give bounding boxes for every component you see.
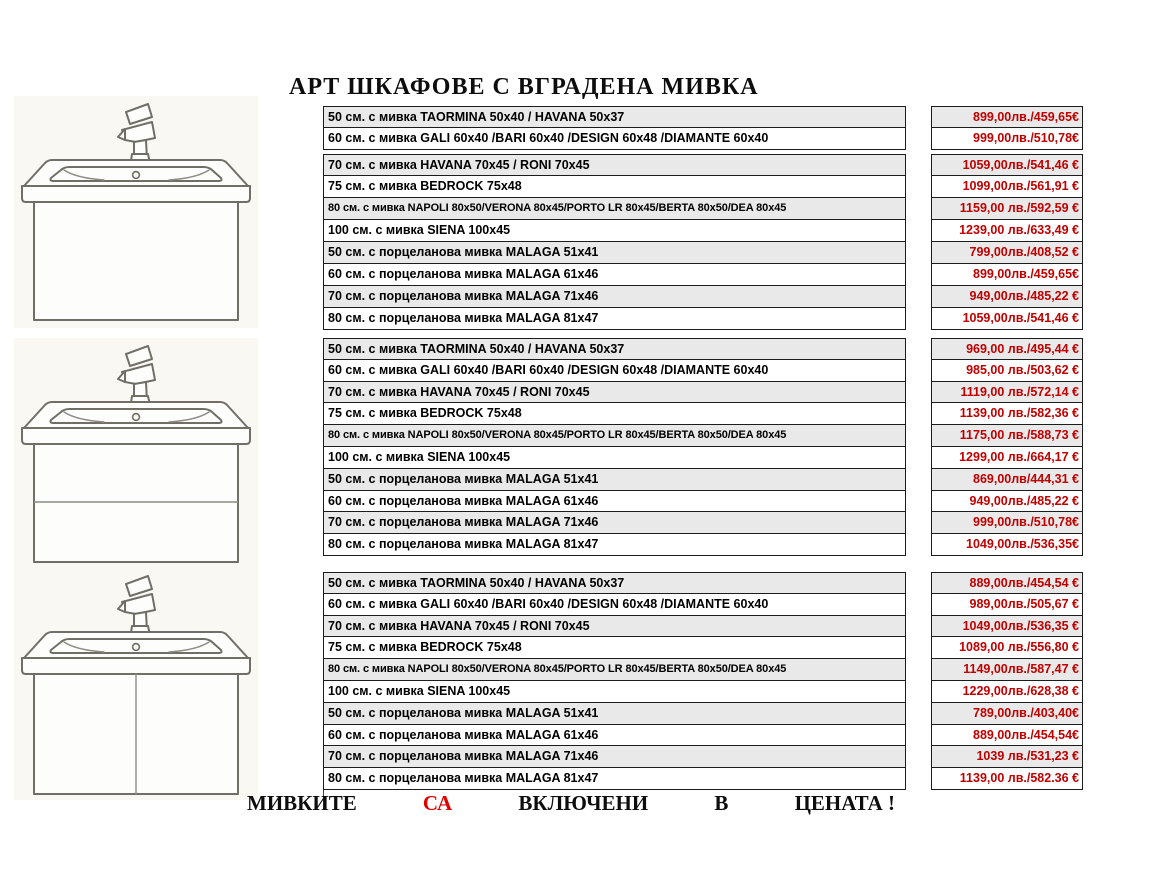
product-description-cell: 60 см. с мивка GALI 60x40 /BARI 60x40 /DESIGN 60x48 /DIAMANTE 60x40 (323, 128, 906, 150)
column-gap (906, 403, 931, 425)
column-gap (906, 469, 931, 491)
table-row (323, 512, 1083, 534)
table-row (323, 534, 1083, 556)
price-cell: 999,00лв./510,78€ (931, 512, 1083, 534)
price-cell: 899,00лв./459,65€ (931, 106, 1083, 128)
vanity-image-two-drawers (14, 338, 258, 570)
table-row (323, 403, 1083, 425)
product-description-cell: 80 см. с порцеланова мивка MALAGA 81x47 (323, 308, 906, 330)
column-gap (906, 659, 931, 681)
cabinet-two-drawers (34, 444, 238, 562)
price-cell: 1059,00лв./541,46 € (931, 154, 1083, 176)
column-gap (906, 572, 931, 594)
product-description-cell: 75 см. с мивка BEDROCK 75x48 (323, 176, 906, 198)
price-table-1 (323, 106, 1083, 330)
price-cell: 1039 лв./531,23 € (931, 746, 1083, 768)
price-cell: 1099,00лв./561,91 € (931, 176, 1083, 198)
table-row (323, 447, 1083, 469)
product-description-cell: 70 см. с мивка HAVANA 70x45 / RONI 70x45 (323, 154, 906, 176)
column-gap (906, 198, 931, 220)
product-description-cell: 80 см. с мивка NAPOLI 80x50/VERONA 80x45/PORTO LR 80x45/BERTA 80x50/DEA 80x45 (323, 659, 906, 681)
footer-word: МИВКИТЕ (247, 791, 357, 815)
product-description-cell: 70 см. с порцеланова мивка MALAGA 71x46 (323, 746, 906, 768)
column-gap (906, 681, 931, 703)
table-row (323, 308, 1083, 330)
table-row (323, 768, 1083, 790)
product-description-cell: 75 см. с мивка BEDROCK 75x48 (323, 637, 906, 659)
column-gap (906, 447, 931, 469)
product-description-cell: 80 см. с мивка NAPOLI 80x50/VERONA 80x45/PORTO LR 80x45/BERTA 80x50/DEA 80x45 (323, 198, 906, 220)
countertop-edge (22, 658, 250, 674)
column-gap (906, 106, 931, 128)
column-gap (906, 594, 931, 616)
footer-word-highlighted: СА (422, 791, 453, 815)
countertop-edge (22, 428, 250, 444)
table-row (323, 725, 1083, 747)
table-row (323, 106, 1083, 128)
column-gap (906, 637, 931, 659)
product-description-cell: 60 см. с порцеланова мивка MALAGA 61x46 (323, 491, 906, 513)
table-row (323, 616, 1083, 638)
product-description-cell: 100 см. с мивка SIENA 100x45 (323, 681, 906, 703)
price-cell: 1049,00лв./536,35 € (931, 616, 1083, 638)
price-cell: 969,00 лв./495,44 € (931, 338, 1083, 360)
table-row (323, 128, 1083, 150)
price-cell: 1119,00 лв./572,14 € (931, 382, 1083, 404)
product-description-cell: 50 см. с мивка TAORMINA 50x40 / HAVANA 50x37 (323, 572, 906, 594)
price-cell: 899,00лв./459,65€ (931, 264, 1083, 286)
footer-word: ВКЛЮЧЕНИ (518, 791, 649, 815)
price-cell: 985,00 лв./503,62 € (931, 360, 1083, 382)
countertop-edge (22, 186, 250, 202)
table-row (323, 746, 1083, 768)
price-cell: 1139,00 лв./582.36 € (931, 768, 1083, 790)
product-description-cell: 70 см. с мивка HAVANA 70x45 / RONI 70x45 (323, 616, 906, 638)
footer-word: ЦЕНАТА ! (794, 791, 895, 815)
column-gap (906, 616, 931, 638)
price-cell: 869,00лв/444,31 € (931, 469, 1083, 491)
table-row (323, 469, 1083, 491)
price-cell: 999,00лв./510,78€ (931, 128, 1083, 150)
table-row (323, 425, 1083, 447)
product-description-cell: 50 см. с мивка TAORMINA 50x40 / HAVANA 50x37 (323, 338, 906, 360)
price-cell: 889,00лв./454,54 € (931, 572, 1083, 594)
vanity-image-single-front (14, 96, 258, 328)
product-description-cell: 50 см. с порцеланова мивка MALAGA 51x41 (323, 469, 906, 491)
product-description-cell: 100 см. с мивка SIENA 100x45 (323, 447, 906, 469)
cabinet-single-front (34, 202, 238, 320)
column-gap (906, 703, 931, 725)
page-title: АРТ ШКАФОВЕ С ВГРАДЕНА МИВКА (289, 74, 759, 100)
vanity-image-two-doors (14, 568, 258, 800)
price-cell: 1175,00 лв./588,73 € (931, 425, 1083, 447)
product-description-cell: 60 см. с мивка GALI 60x40 /BARI 60x40 /DESIGN 60x48 /DIAMANTE 60x40 (323, 594, 906, 616)
table-row (323, 637, 1083, 659)
table-row (323, 382, 1083, 404)
product-description-cell: 70 см. с мивка HAVANA 70x45 / RONI 70x45 (323, 382, 906, 404)
price-cell: 1139,00 лв./582,36 € (931, 403, 1083, 425)
column-gap (906, 286, 931, 308)
table-row (323, 703, 1083, 725)
table-row (323, 264, 1083, 286)
table-row (323, 176, 1083, 198)
table-row (323, 659, 1083, 681)
table-row (323, 220, 1083, 242)
price-cell: 889,00лв./454,54€ (931, 725, 1083, 747)
price-cell: 789,00лв./403,40€ (931, 703, 1083, 725)
column-gap (906, 512, 931, 534)
overflow-hole (133, 172, 140, 179)
product-description-cell: 70 см. с порцеланова мивка MALAGA 71x46 (323, 512, 906, 534)
footer-note (247, 791, 895, 816)
price-cell: 1229,00лв./628,38 € (931, 681, 1083, 703)
table-row (323, 242, 1083, 264)
product-description-cell: 80 см. с порцеланова мивка MALAGA 81x47 (323, 768, 906, 790)
product-description-cell: 60 см. с порцеланова мивка MALAGA 61x46 (323, 725, 906, 747)
product-description-cell: 80 см. с порцеланова мивка MALAGA 81x47 (323, 534, 906, 556)
price-cell: 1159,00 лв./592,59 € (931, 198, 1083, 220)
price-cell: 949,00лв./485,22 € (931, 286, 1083, 308)
column-gap (906, 360, 931, 382)
column-gap (906, 264, 931, 286)
product-description-cell: 50 см. с порцеланова мивка MALAGA 51x41 (323, 242, 906, 264)
price-cell: 989,00лв./505,67 € (931, 594, 1083, 616)
column-gap (906, 242, 931, 264)
column-gap (906, 491, 931, 513)
price-cell: 1149,00лв./587,47 € (931, 659, 1083, 681)
column-gap (906, 534, 931, 556)
product-description-cell: 75 см. с мивка BEDROCK 75x48 (323, 403, 906, 425)
product-description-cell: 100 см. с мивка SIENA 100x45 (323, 220, 906, 242)
price-table-2 (323, 338, 1083, 556)
table-row (323, 198, 1083, 220)
table-row (323, 338, 1083, 360)
price-cell: 949,00лв./485,22 € (931, 491, 1083, 513)
column-gap (906, 308, 931, 330)
price-cell: 1299,00 лв./664,17 € (931, 447, 1083, 469)
price-cell: 1049,00лв./536,35€ (931, 534, 1083, 556)
column-gap (906, 220, 931, 242)
column-gap (906, 425, 931, 447)
price-cell: 1239,00 лв./633,49 € (931, 220, 1083, 242)
product-description-cell: 80 см. с мивка NAPOLI 80x50/VERONA 80x45/PORTO LR 80x45/BERTA 80x50/DEA 80x45 (323, 425, 906, 447)
price-cell: 799,00лв./408,52 € (931, 242, 1083, 264)
table-row (323, 594, 1083, 616)
price-cell: 1089,00 лв./556,80 € (931, 637, 1083, 659)
overflow-hole (133, 414, 140, 421)
column-gap (906, 338, 931, 360)
column-gap (906, 768, 931, 790)
price-cell: 1059,00лв./541,46 € (931, 308, 1083, 330)
table-row (323, 360, 1083, 382)
column-gap (906, 154, 931, 176)
table-row (323, 154, 1083, 176)
column-gap (906, 746, 931, 768)
footer-word: В (714, 791, 729, 815)
column-gap (906, 128, 931, 150)
product-description-cell: 70 см. с порцеланова мивка MALAGA 71x46 (323, 286, 906, 308)
column-gap (906, 176, 931, 198)
product-description-cell: 60 см. с мивка GALI 60x40 /BARI 60x40 /DESIGN 60x48 /DIAMANTE 60x40 (323, 360, 906, 382)
product-description-cell: 60 см. с порцеланова мивка MALAGA 61x46 (323, 264, 906, 286)
table-row (323, 491, 1083, 513)
overflow-hole (133, 644, 140, 651)
column-gap (906, 382, 931, 404)
price-table-3 (323, 572, 1083, 790)
table-row (323, 572, 1083, 594)
table-row (323, 286, 1083, 308)
product-description-cell: 50 см. с порцеланова мивка MALAGA 51x41 (323, 703, 906, 725)
column-gap (906, 725, 931, 747)
product-description-cell: 50 см. с мивка TAORMINA 50x40 / HAVANA 50x37 (323, 106, 906, 128)
table-row (323, 681, 1083, 703)
